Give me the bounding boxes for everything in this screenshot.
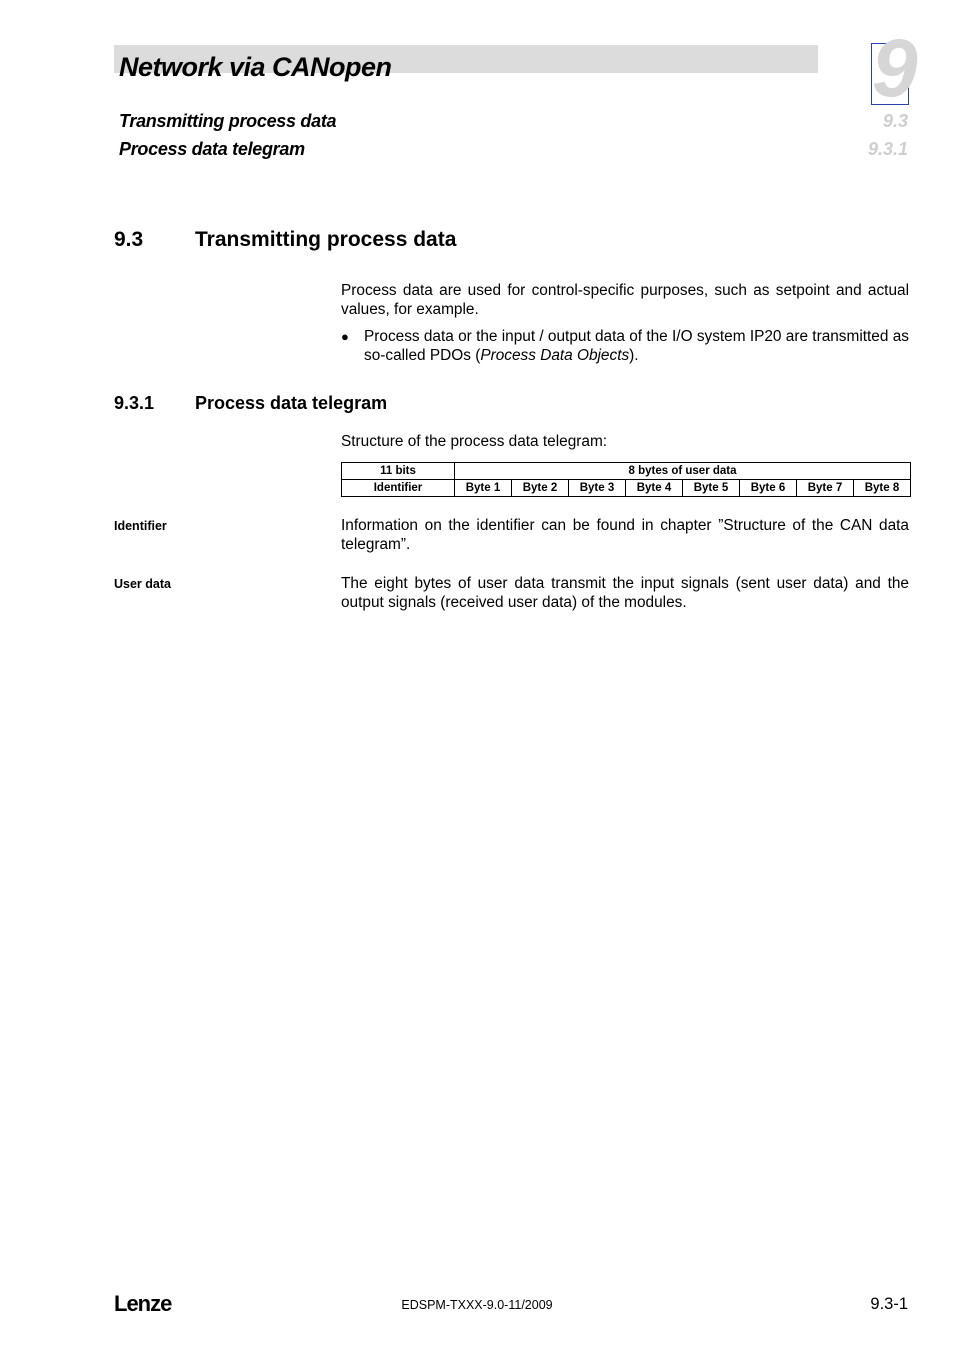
margin-label-user-data: User data <box>114 577 171 591</box>
section-number: 9.3 <box>114 228 144 251</box>
bullet-text-italic: Process Data Objects <box>480 347 630 364</box>
section-intro: Process data are used for control-specific purposes, such as setpoint and actual values, for example. <box>341 282 909 318</box>
bullet-marker: ● <box>341 329 349 344</box>
telegram-byte-cell: Byte 8 <box>854 480 911 497</box>
telegram-intro: Structure of the process data telegram: <box>341 433 608 450</box>
bullet-text-post: ). <box>629 347 639 364</box>
bullet-text-pre: Process data or the input / output data of the I/O system IP20 are transmitted as so-called PDOs ( <box>364 328 909 364</box>
user-data-description: The eight bytes of user data transmit the input signals (sent user data) and the output signals (received user data) of the modules. <box>341 575 909 611</box>
telegram-identifier-cell: Identifier <box>342 480 455 497</box>
header-subsection-number: 9.3.1 <box>867 139 908 159</box>
chapter-number-box <box>871 23 918 114</box>
telegram-table <box>341 462 911 497</box>
chapter-number: 9 <box>872 23 918 114</box>
subsection-number: 9.3.1 <box>114 393 155 413</box>
telegram-fields-row <box>342 480 911 497</box>
telegram-byte-cell: Byte 4 <box>626 480 683 497</box>
bullet-text <box>364 327 909 365</box>
telegram-byte-cell: Byte 6 <box>740 480 797 497</box>
telegram-userdata-cell: 8 bytes of user data <box>455 463 911 480</box>
document-id: EDSPM-TXXX-9.0-11/2009 <box>401 1298 553 1312</box>
identifier-description: Information on the identifier can be found in chapter ”Structure of the CAN data telegram”. <box>341 517 909 553</box>
telegram-bits-cell: 11 bits <box>342 463 455 480</box>
telegram-byte-cell: Byte 3 <box>569 480 626 497</box>
margin-label-identifier: Identifier <box>114 519 167 533</box>
telegram-byte-cell: Byte 1 <box>455 480 512 497</box>
subsection-heading: Process data telegram <box>195 393 388 413</box>
header-subsection-title: Process data telegram <box>119 139 305 159</box>
header-section-number: 9.3 <box>882 111 908 131</box>
section-heading: Transmitting process data <box>195 228 457 251</box>
telegram-byte-cell: Byte 7 <box>797 480 854 497</box>
lenze-logo: Lenze <box>114 1291 172 1316</box>
telegram-header-row <box>342 463 911 480</box>
telegram-byte-cell: Byte 5 <box>683 480 740 497</box>
chapter-title: Network via CANopen <box>119 52 392 82</box>
telegram-byte-cell: Byte 2 <box>512 480 569 497</box>
header-section-title: Transmitting process data <box>119 111 337 131</box>
page-number: 9.3-1 <box>870 1295 908 1313</box>
